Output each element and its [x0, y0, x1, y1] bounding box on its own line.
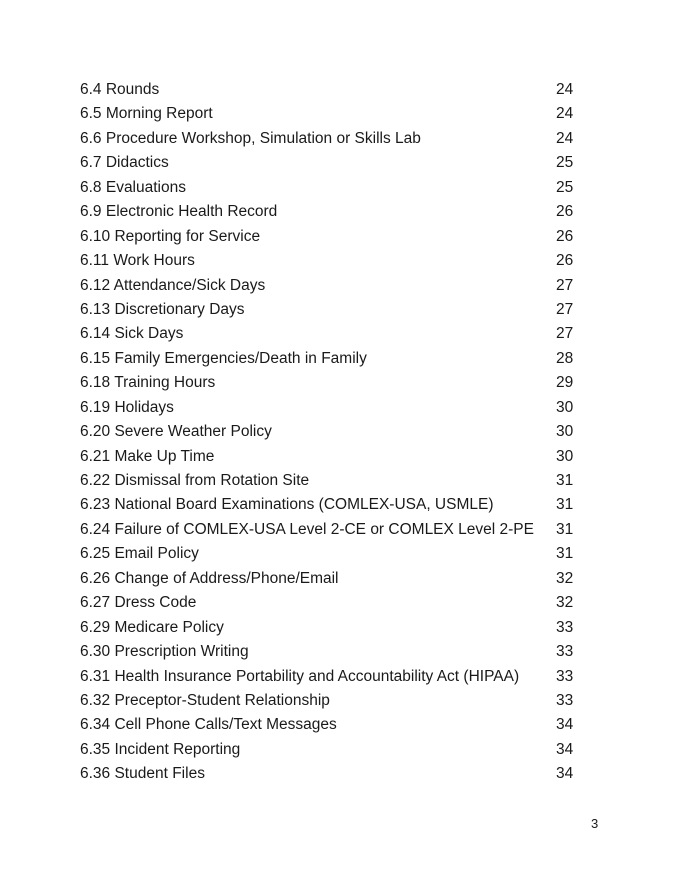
- toc-entry-page: 26: [556, 252, 574, 270]
- toc-entry-title: 6.12 Attendance/Sick Days: [80, 276, 266, 294]
- toc-entry-page: 34: [556, 765, 574, 783]
- toc-entry: [80, 762, 580, 786]
- page-number: 3: [591, 816, 599, 831]
- toc-entry-title: 6.30 Prescription Writing: [80, 643, 249, 661]
- toc-entry-title: 6.32 Preceptor-Student Relationship: [80, 691, 330, 709]
- toc-entry-title: 6.34 Cell Phone Calls/Text Messages: [80, 716, 337, 734]
- toc-entry: [80, 347, 580, 371]
- toc-entry-title: 6.36 Student Files: [80, 765, 205, 783]
- toc-entry-title: 6.23 National Board Examinations (COMLEX-USA, USMLE): [80, 496, 494, 514]
- toc-entry-page: 27: [556, 300, 574, 318]
- toc-entry-page: 31: [556, 496, 574, 514]
- toc-entry-page: 27: [556, 325, 574, 343]
- toc-entry: [80, 738, 580, 762]
- toc-entry-title: 6.22 Dismissal from Rotation Site: [80, 472, 310, 489]
- toc-entry-page: 31: [556, 472, 574, 489]
- toc-entry-title: 6.25 Email Policy: [80, 545, 199, 563]
- toc-entry: [80, 542, 580, 566]
- toc-entry: [80, 689, 580, 713]
- toc-entry: [80, 176, 580, 200]
- table-of-contents: [80, 78, 580, 787]
- toc-entry: [80, 493, 580, 517]
- toc-entry-title: 6.24 Failure of COMLEX-USA Level 2-CE or COMLEX Level 2-PE: [80, 520, 534, 538]
- toc-entry-page: 27: [556, 276, 574, 294]
- toc-entry-page: 28: [556, 349, 574, 367]
- toc-entry: [80, 591, 580, 615]
- toc-entry-title: 6.6 Procedure Workshop, Simulation or Skills Lab: [80, 129, 421, 147]
- toc-entry-page: 25: [556, 178, 574, 196]
- toc-entry: [80, 640, 580, 664]
- toc-entry: [80, 713, 580, 737]
- toc-entry: [80, 518, 580, 542]
- toc-entry-page: 31: [556, 520, 574, 538]
- toc-entry-page: 24: [556, 81, 574, 98]
- toc-entry-page: 32: [556, 594, 574, 612]
- toc-entry-title: 6.29 Medicare Policy: [80, 618, 224, 636]
- toc-entry-title: 6.21 Make Up Time: [80, 447, 215, 465]
- toc-entry: [80, 396, 580, 420]
- toc-entry-title: 6.8 Evaluations: [80, 178, 186, 196]
- toc-entry-title: 6.26 Change of Address/Phone/Email: [80, 569, 339, 587]
- toc-entry-title: 6.31 Health Insurance Portability and Accountability Act (HIPAA): [80, 667, 520, 685]
- toc-entry-page: 31: [556, 545, 574, 563]
- toc-entry: [80, 445, 580, 469]
- toc-entry-title: 6.14 Sick Days: [80, 325, 184, 343]
- toc-entry-page: 33: [556, 691, 574, 709]
- toc-entry-page: 25: [556, 154, 574, 172]
- toc-entry-page: 30: [556, 447, 574, 465]
- toc-entry-page: 34: [556, 716, 574, 734]
- toc-entry-page: 33: [556, 618, 574, 636]
- toc-entry-page: 29: [556, 374, 574, 392]
- toc-entry-page: 24: [556, 105, 574, 123]
- toc-entry-page: 32: [556, 569, 574, 587]
- toc-entry-title: 6.5 Morning Report: [80, 105, 213, 123]
- toc-entry-title: 6.13 Discretionary Days: [80, 300, 245, 318]
- toc-entry-title: 6.19 Holidays: [80, 398, 174, 416]
- toc-entry-page: 26: [556, 227, 574, 245]
- toc-entry: [80, 151, 580, 175]
- toc-entry-page: 26: [556, 203, 574, 221]
- toc-entry: [80, 567, 580, 591]
- toc-entry-title: 6.9 Electronic Health Record: [80, 203, 278, 221]
- toc-entry-title: 6.11 Work Hours: [80, 252, 195, 270]
- toc-entry-title: 6.7 Didactics: [80, 154, 169, 172]
- toc-entry: [80, 371, 580, 395]
- toc-entry: [80, 274, 580, 298]
- toc-entry: [80, 420, 580, 444]
- toc-entry-page: 30: [556, 423, 574, 441]
- toc-entry: [80, 298, 580, 322]
- toc-entry: [80, 616, 580, 640]
- toc-entry: [80, 102, 580, 126]
- toc-entry-title: 6.15 Family Emergencies/Death in Family: [80, 349, 367, 367]
- toc-entry: [80, 249, 580, 273]
- toc-entry-page: 30: [556, 398, 574, 416]
- toc-entry-title: 6.27 Dress Code: [80, 594, 197, 612]
- toc-entry-title: 6.10 Reporting for Service: [80, 227, 261, 245]
- toc-entry: [80, 127, 580, 151]
- toc-entry: [80, 225, 580, 249]
- toc-entry: [80, 200, 580, 224]
- toc-entry-title: 6.35 Incident Reporting: [80, 740, 241, 758]
- toc-entry-title: 6.4 Rounds: [80, 81, 160, 98]
- toc-entry: [80, 665, 580, 689]
- toc-entry-page: 24: [556, 129, 574, 147]
- toc-entry: [80, 322, 580, 346]
- toc-entry-page: 33: [556, 643, 574, 661]
- toc-entry: [80, 469, 580, 493]
- toc-entry-title: 6.20 Severe Weather Policy: [80, 423, 272, 441]
- toc-entry-title: 6.18 Training Hours: [80, 374, 216, 392]
- toc-entry-page: 33: [556, 667, 574, 685]
- toc-entry-page: 34: [556, 740, 574, 758]
- toc-entry: [80, 78, 580, 102]
